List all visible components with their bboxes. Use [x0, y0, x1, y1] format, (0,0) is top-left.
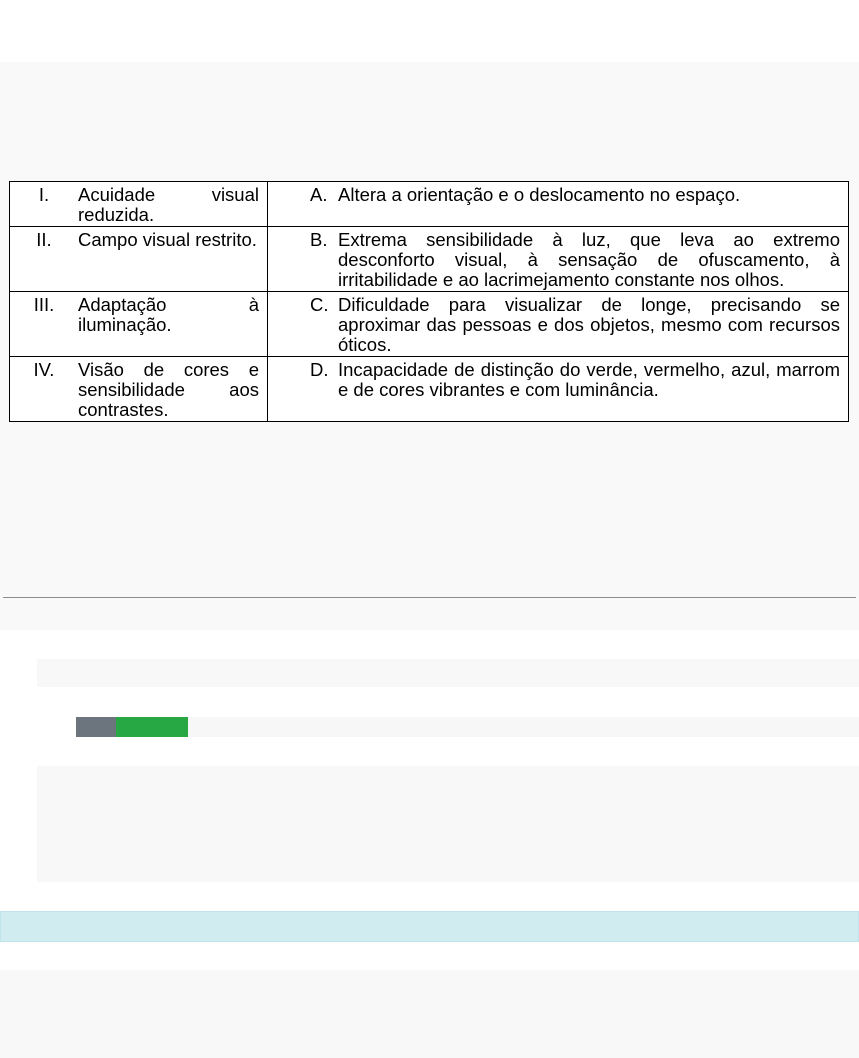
description-text: Altera a orientação e o deslocamento no espaço.	[338, 184, 741, 205]
left-column-cell	[10, 182, 268, 227]
row-letter: D.	[310, 359, 329, 380]
condition-text: Campo visual restrito.	[78, 229, 257, 250]
row-letter: C.	[310, 294, 329, 315]
row-letter: B.	[310, 229, 328, 250]
left-column-cell	[10, 357, 268, 422]
left-column-cell	[10, 292, 268, 357]
condition-text: Adaptação à iluminação.	[78, 294, 259, 335]
card-divider	[3, 597, 856, 598]
bottom-panel	[0, 970, 859, 1058]
status-badge-green	[116, 717, 188, 737]
question-card	[0, 62, 859, 630]
row-numeral: I.	[38, 184, 50, 205]
row-numeral: III.	[33, 294, 55, 315]
placeholder-bar-secondary	[76, 717, 859, 737]
description-text: Extrema sensibilidade à luz, que leva ao extremo desconforto visual, à sensação de ofuscamento, à irritabilidade e ao lacrimejamento constante nos olhos.	[338, 229, 840, 290]
description-text: Incapacidade de distinção do verde, vermelho, azul, marrom e de cores vibrantes e com luminância.	[338, 359, 840, 400]
table-row	[10, 357, 849, 422]
right-column-cell	[268, 182, 849, 227]
right-column-cell	[268, 292, 849, 357]
placeholder-bar	[37, 659, 859, 687]
right-column-cell	[268, 227, 849, 292]
row-numeral: II.	[36, 229, 52, 250]
row-letter: A.	[310, 184, 328, 205]
condition-text: Visão de cores e sensibilidade aos contrastes.	[78, 359, 259, 420]
condition-text: Acuidade visual reduzida.	[78, 184, 259, 225]
info-alert-bar	[0, 911, 859, 942]
row-numeral: IV.	[33, 359, 55, 380]
content-panel	[37, 766, 859, 882]
table-row	[10, 182, 849, 227]
right-column-cell	[268, 357, 849, 422]
matching-table	[9, 181, 849, 422]
table-row	[10, 227, 849, 292]
description-text: Dificuldade para visualizar de longe, precisando se aproximar das pessoas e dos objetos, mesmo com recursos óticos.	[338, 294, 840, 355]
table-row	[10, 292, 849, 357]
status-badge-gray	[76, 717, 116, 737]
left-column-cell	[10, 227, 268, 292]
